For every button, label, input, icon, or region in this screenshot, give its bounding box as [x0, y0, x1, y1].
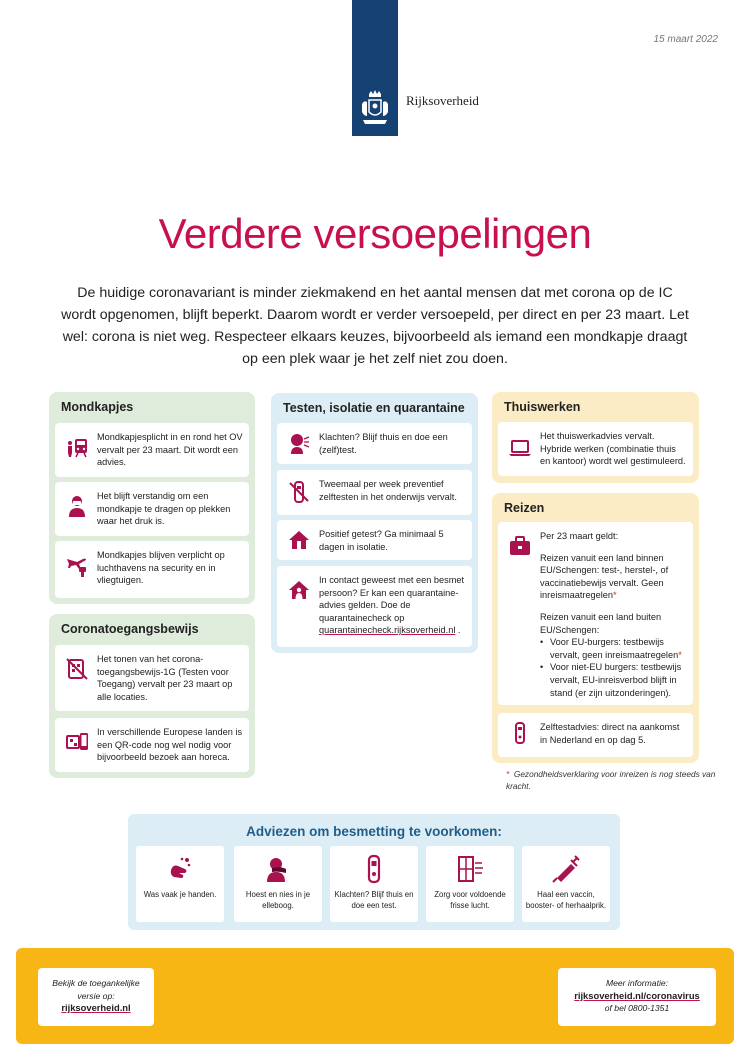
section-title: Coronatoegangsbewijs [61, 622, 199, 636]
test-icon [359, 854, 389, 884]
train-icon [65, 435, 89, 459]
advice-label: Hoest en nies in je elleboog. [245, 890, 311, 910]
asterisk: * [506, 769, 510, 779]
advice-label: Zorg voor voldoende frisse lucht. [434, 890, 506, 910]
item-text: Klachten? Blijf thuis en doe een (zelf)test. [319, 432, 448, 455]
page-title: Verdere versoepelingen [158, 210, 592, 257]
house-icon [287, 528, 311, 552]
advice-card [234, 846, 322, 922]
no-test-icon [287, 480, 311, 504]
item-text [540, 530, 687, 699]
no-qr-icon [65, 657, 89, 681]
advice-label: Haal een vaccin, booster- of herhaalprik. [525, 890, 607, 910]
sick-person-icon [287, 431, 311, 455]
house-person-icon [287, 578, 311, 602]
list-item [277, 566, 472, 647]
advice-card [330, 846, 418, 922]
asterisk: * [613, 590, 617, 601]
item-text: In verschillende Europese landen is een QR-code nog wel nodig voor bijvoorbeeld bezoek aan horeca. [97, 727, 243, 763]
reizen-bullets [540, 636, 687, 699]
mondkapjes-section [49, 392, 255, 604]
list-item [55, 718, 249, 772]
syringe-icon [551, 854, 581, 884]
ventilation-icon [455, 854, 485, 884]
cough-elbow-icon [263, 854, 293, 884]
advice-card [426, 846, 514, 922]
logo-text: Rijksoverheid [406, 93, 479, 108]
asterisk: * [678, 649, 682, 660]
accessible-version-text: Bekijk de toegankelijke versie op: [52, 978, 140, 1001]
publication-date: 15 maart 2022 [653, 34, 718, 45]
list-item [498, 522, 693, 705]
list-item [55, 423, 249, 477]
list-item [55, 482, 249, 536]
quarantine-text: In contact geweest met een besmet persoon? Er kan een quarantaine-advies gelden. Doe de quarantainecheck op [319, 575, 465, 623]
list-item [55, 645, 249, 711]
list-item: • Voor niet-EU burgers: testbewijs vervalt, EU-inreisverbod blijft in stand (er zijn uitzonderingen). [540, 661, 687, 699]
advice-panel [128, 814, 620, 930]
more-info-link[interactable]: rijksoverheid.nl/coronavirus [574, 989, 700, 1001]
section-title: Mondkapjes [61, 400, 134, 414]
bottom-bar [16, 948, 734, 1044]
quarantine-text-end: . [455, 625, 461, 636]
more-info-text: Meer informatie: [605, 978, 669, 988]
item-text: Het thuiswerkadvies vervalt. Hybride werken (combinatie thuis en kantoor) wordt wel gestimuleerd. [540, 431, 686, 467]
phone-text: of bel 0800-1351 [604, 1003, 670, 1013]
advice-title: Adviezen om besmetting te voorkomen: [246, 824, 502, 839]
test-kit-icon [508, 721, 532, 745]
item-text: Het tonen van het corona-toegangsbewijs-1G (Testen voor Toegang) vervalt per 23 maart op alle locaties. [97, 654, 233, 702]
suitcase-icon [508, 534, 532, 558]
thuiswerken-section [492, 392, 699, 483]
list-item [498, 422, 693, 476]
reizen-section [492, 493, 699, 763]
mask-person-icon [65, 494, 89, 518]
item-text: Mondkapjesplicht in en rond het OV vervalt per 23 maart. Dit wordt een advies. [97, 432, 243, 468]
item-text: Positief getest? Ga minimaal 5 dagen in isolatie. [319, 529, 444, 552]
item-text: Mondkapjes blijven verplicht op luchthavens na security en in vliegtuigen. [97, 550, 225, 586]
advice-card [522, 846, 610, 922]
accessible-version-card [38, 968, 154, 1026]
item-text: Het blijft verstandig om een mondkapje te dragen op plekken waar het druk is. [97, 491, 231, 527]
qr-phone-icon [65, 730, 89, 754]
section-title: Thuiswerken [504, 400, 581, 414]
wash-hands-icon [165, 854, 195, 884]
coat-of-arms-icon [360, 90, 390, 126]
laptop-icon [508, 436, 532, 460]
item-text: Tweemaal per week preventief zelftesten in het onderwijs vervalt. [319, 479, 457, 502]
testen-section [271, 393, 478, 653]
advice-label: Klachten? Blijf thuis en doe een test. [334, 890, 414, 910]
footnote: * Gezondheidsverklaring voor inreizen is nog steeds van kracht. [506, 769, 716, 791]
airplane-icon [65, 553, 89, 577]
section-title: Reizen [504, 501, 545, 515]
advice-card [136, 846, 224, 922]
reizen-binnen-eu: Reizen vanuit een land binnen EU/Schengen: test-, herstel-, of vaccinatiebewijs vervalt. Geen inreismaatregelen* [540, 552, 669, 601]
list-item [277, 423, 472, 464]
logo-bar [352, 0, 398, 136]
item-text: Zelftestadvies: direct na aankomst in Nederland en op dag 5. [540, 722, 680, 745]
section-title: Testen, isolatie en quarantaine [283, 401, 465, 415]
intro-text: De huidige coronavariant is minder ziekmakend en het aantal mensen dat met corona op de IC wordt opgenomen, blijft beperkt. Daarom wordt er verder versoepeld, per direct en per 23 maart. Let wel: corona is niet weg. Respecteer elkaars keuzes, bijvoorbeeld als iemand een mondkapje draagt op een plek waar je het zelf niet zou doen. [61, 285, 689, 367]
list-item [277, 470, 472, 515]
advice-label: Was vaak je handen. [143, 890, 217, 899]
list-item: • Voor EU-burgers: testbewijs vervalt, geen inreismaatregelen* [540, 636, 687, 661]
coronatoegangsbewijs-section [49, 614, 255, 778]
list-item [55, 541, 249, 598]
list-item [498, 713, 693, 757]
accessible-version-link[interactable]: rijksoverheid.nl [61, 1002, 131, 1013]
quarantainecheck-link[interactable]: quarantainecheck.rijksoverheid.nl [319, 625, 456, 636]
item-text [319, 574, 466, 637]
more-info-card [558, 968, 716, 1026]
reizen-intro: Per 23 maart geldt: [540, 531, 619, 541]
reizen-buiten-eu: Reizen vanuit een land buiten EU/Schengen: [540, 611, 662, 635]
list-item [277, 520, 472, 560]
